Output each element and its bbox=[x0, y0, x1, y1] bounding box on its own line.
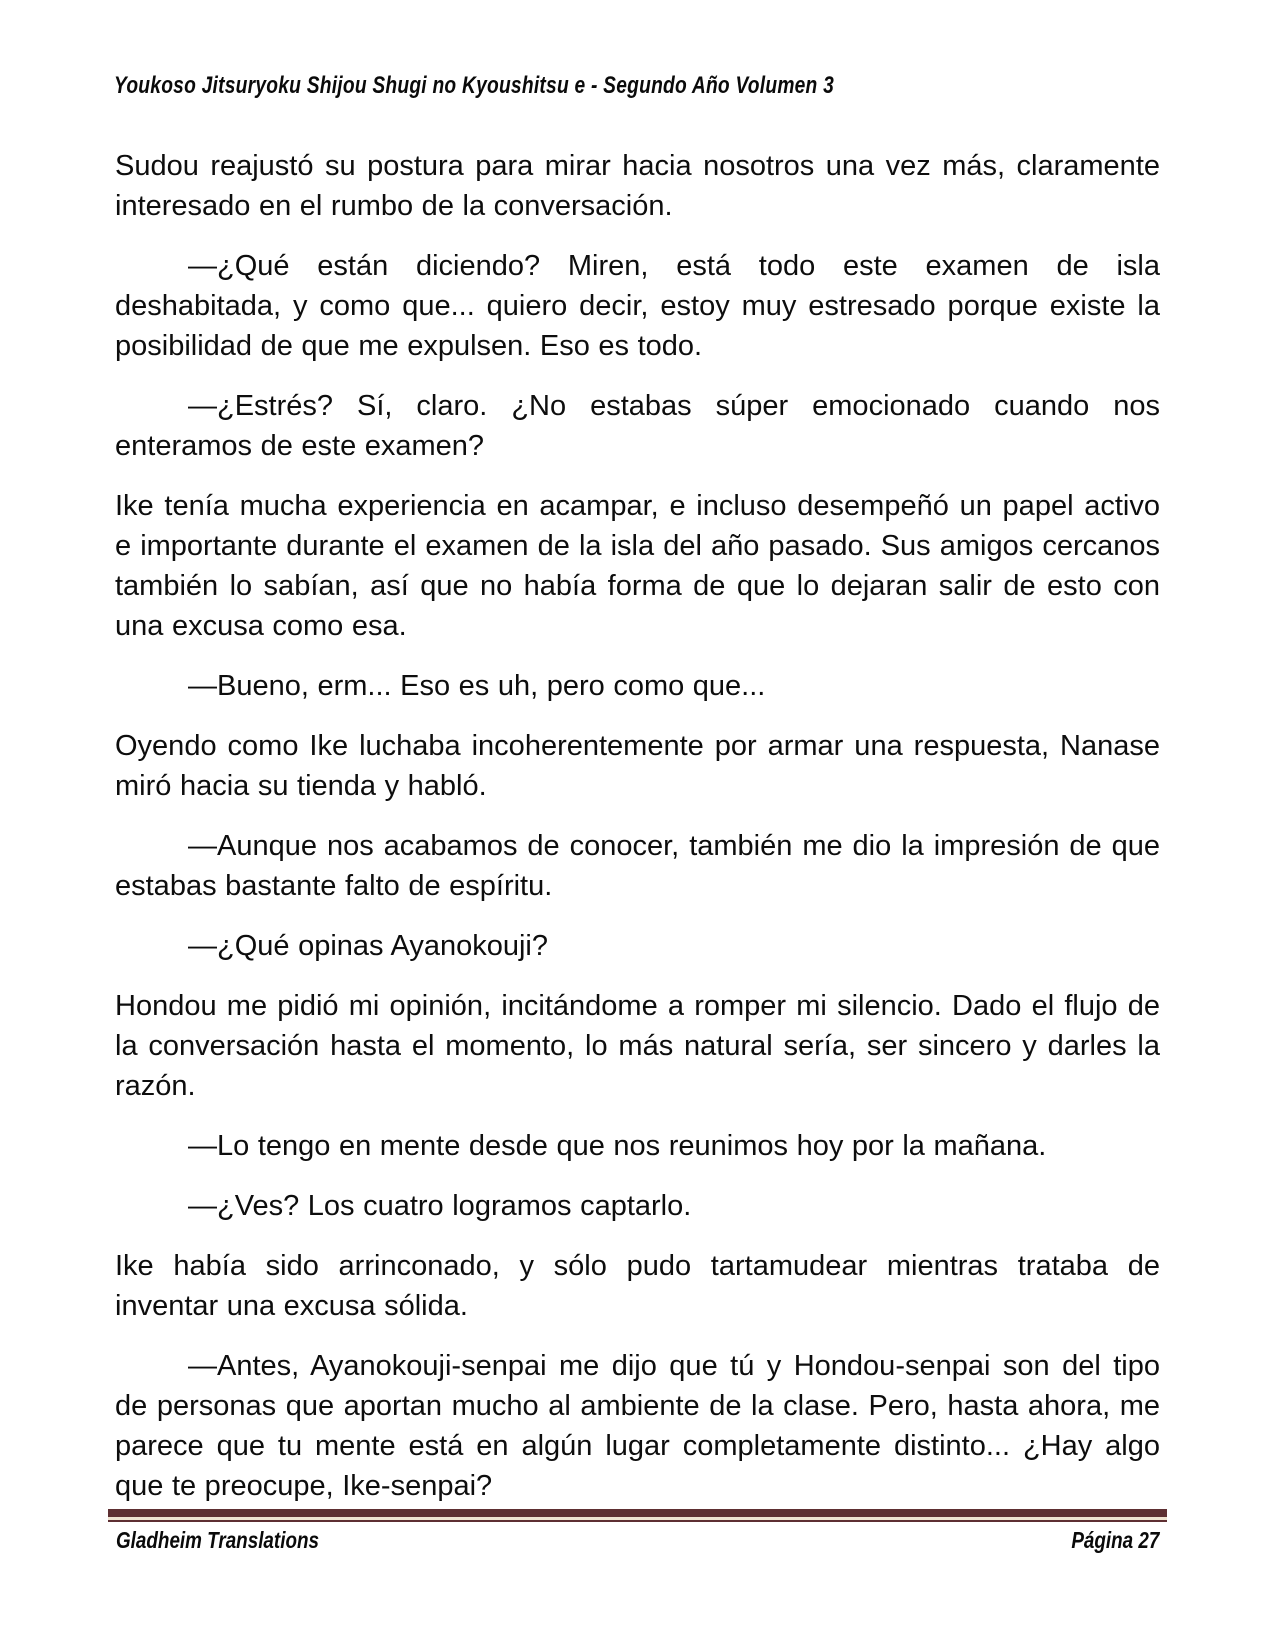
dialogue-paragraph: —Aunque nos acabamos de conocer, también me dio la impresión de que estabas bastante falto de espíritu. bbox=[115, 830, 1160, 902]
narration-paragraph: Hondou me pidió mi opinión, incitándome a romper mi silencio. Dado el flujo de la conversación hasta el momento, lo más natural sería, ser sincero y darles la razón. bbox=[115, 990, 1160, 1102]
dialogue-paragraph: —¿Qué están diciendo? Miren, está todo este examen de isla deshabitada, y como que... quiero decir, estoy muy estresado porque existe la posibilidad de que me expulsen. Eso es todo. bbox=[115, 250, 1160, 362]
narration-paragraph: Ike tenía mucha experiencia en acampar, e incluso desempeñó un papel activo e importante durante el examen de la isla del año pasado. Sus amigos cercanos también lo sabían, así que no había forma de que lo dejaran salir de esto con una excusa como esa. bbox=[115, 490, 1160, 642]
footer-translator-credit: Gladheim Translations bbox=[116, 1527, 319, 1553]
dialogue-paragraph: —¿Ves? Los cuatro logramos captarlo. bbox=[188, 1190, 692, 1222]
dialogue-paragraph: —¿Qué opinas Ayanokouji? bbox=[188, 930, 548, 962]
narration-paragraph: Oyendo como Ike luchaba incoherentemente por armar una respuesta, Nanase miró hacia su tienda y habló. bbox=[115, 730, 1160, 802]
footer-page-number: Página 27 bbox=[1070, 1527, 1159, 1553]
page-footer bbox=[108, 1509, 1167, 1554]
footer-row bbox=[108, 1527, 1167, 1554]
dialogue-paragraph: —Lo tengo en mente desde que nos reunimos hoy por la mañana. bbox=[188, 1130, 1047, 1162]
narration-paragraph: Sudou reajustó su postura para mirar hacia nosotros una vez más, claramente interesado en el rumbo de la conversación. bbox=[115, 150, 1160, 222]
page-body bbox=[115, 146, 1160, 1526]
footer-rule bbox=[108, 1509, 1167, 1522]
narration-paragraph: Ike había sido arrinconado, y sólo pudo tartamudear mientras trataba de inventar una excusa sólida. bbox=[115, 1250, 1160, 1322]
dialogue-paragraph: —Bueno, erm... Eso es uh, pero como que... bbox=[188, 670, 766, 702]
page-header bbox=[114, 72, 1165, 100]
dialogue-paragraph: —¿Estrés? Sí, claro. ¿No estabas súper emocionado cuando nos enteramos de este examen? bbox=[115, 390, 1160, 462]
header-title: Youkoso Jitsuryoku Shijou Shugi no Kyoushitsu e - Segundo Año Volumen 3 bbox=[114, 72, 835, 99]
dialogue-paragraph: —Antes, Ayanokouji-senpai me dijo que tú y Hondou-senpai son del tipo de personas que aportan mucho al ambiente de la clase. Pero, hasta ahora, me parece que tu mente está en algún lugar completamente distinto... ¿Hay algo que te preocupe, Ike-senpai? bbox=[115, 1350, 1160, 1502]
